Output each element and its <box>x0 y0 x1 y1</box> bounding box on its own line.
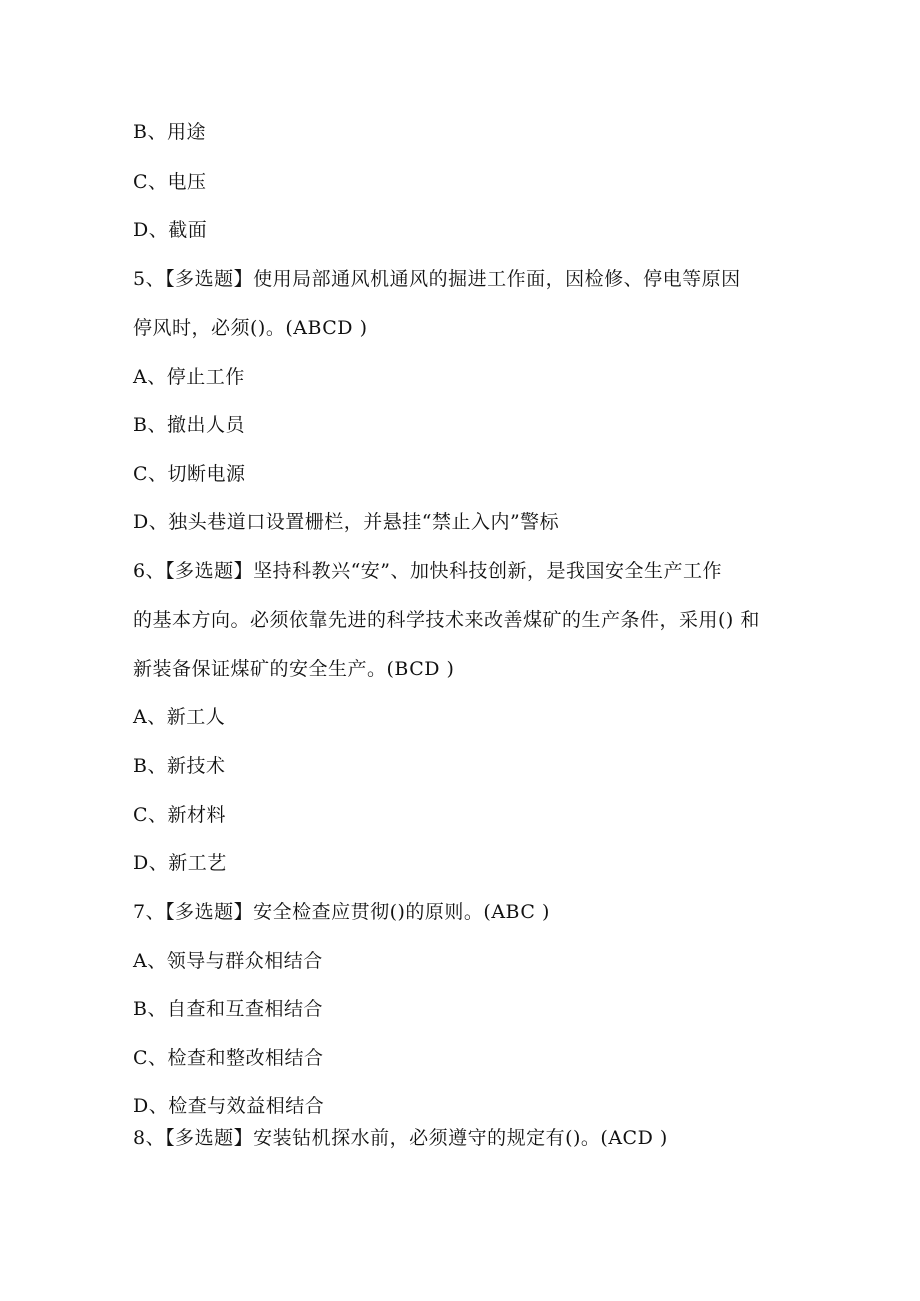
option-q4-b: B、用途 <box>133 121 206 143</box>
option-q6-d: D、新工艺 <box>133 852 227 874</box>
option-q7-a: A、领导与群众相结合 <box>133 950 323 972</box>
question-5-line-1: 5、【多选题】使用局部通风机通风的掘进工作面，因检修、停电等原因 <box>133 268 741 290</box>
option-q5-c: C、切断电源 <box>133 463 246 485</box>
option-q7-c: C、检查和整改相结合 <box>133 1047 324 1069</box>
question-6-line-3: 新装备保证煤矿的安全生产。(BCD ) <box>133 658 455 680</box>
question-6-line-1: 6、【多选题】坚持科教兴“安”、加快科技创新，是我国安全生产工作 <box>133 560 723 582</box>
question-6-line-2: 的基本方向。必须依靠先进的科学技术来改善煤矿的生产条件，采用() 和 <box>133 609 760 631</box>
option-q6-c: C、新材料 <box>133 804 227 826</box>
option-q7-d: D、检查与效益相结合 <box>133 1095 325 1117</box>
option-q6-a: A、新工人 <box>133 706 226 728</box>
option-q6-b: B、新技术 <box>133 755 226 777</box>
question-5-line-2: 停风时，必须()。(ABCD ) <box>133 317 368 339</box>
option-q5-a: A、停止工作 <box>133 366 245 388</box>
question-8: 8、【多选题】安装钻机探水前，必须遵守的规定有()。(ACD ) <box>133 1127 668 1149</box>
option-q4-d: D、截面 <box>133 219 208 241</box>
option-q4-c: C、电压 <box>133 171 207 193</box>
option-q7-b: B、自查和互查相结合 <box>133 998 323 1020</box>
question-7: 7、【多选题】安全检查应贯彻()的原则。(ABC ) <box>133 901 550 923</box>
option-q5-b: B、撤出人员 <box>133 414 245 436</box>
option-q5-d: D、独头巷道口设置栅栏，并悬挂“禁止入内”警标 <box>133 511 560 533</box>
